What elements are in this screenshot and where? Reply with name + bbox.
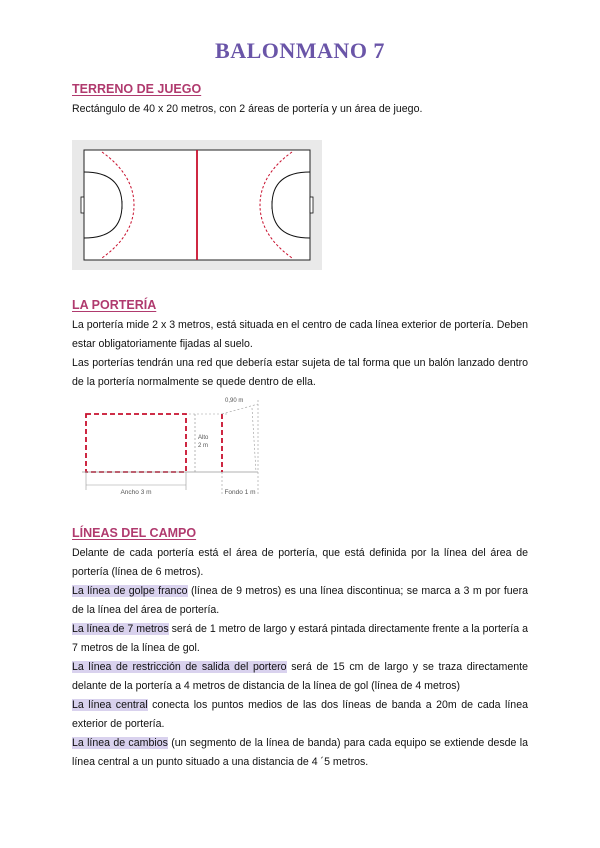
line-item-golpe-franco: La línea de golpe franco (línea de 9 metros) es una línea discontinua; se marca a 3 m por fuera de la línea del área de portería. xyxy=(72,585,528,616)
depth-top-label: 0,90 m xyxy=(225,398,244,404)
line-item-7-metros: La línea de 7 metros será de 1 metro de largo y estará pintada directamente frente a la portería a 7 metros de la línea de gol. xyxy=(72,623,528,654)
line-term: La línea de restricción de salida del portero xyxy=(72,661,287,673)
section-heading-porteria: LA PORTERÍA xyxy=(72,298,157,312)
goal-left xyxy=(81,197,84,213)
lineas-intro: Delante de cada portería está el área de portería, que está definida por la línea del área de portería (línea de 6 metros). xyxy=(72,547,528,578)
line-term: La línea de cambios xyxy=(72,737,168,749)
height-label-2: 2 m xyxy=(198,443,209,449)
line-term: La línea central xyxy=(72,699,148,711)
section-heading-terreno: TERRENO DE JUEGO xyxy=(72,82,202,96)
depth-label: Fondo 1 m xyxy=(224,489,256,496)
goal-diagram xyxy=(82,394,266,500)
width-label: Ancho 3 m xyxy=(120,489,152,496)
goal-right xyxy=(310,197,313,213)
section-heading-lineas: LÍNEAS DEL CAMPO xyxy=(72,526,197,540)
court-diagram xyxy=(72,140,322,270)
porteria-text-1: La portería mide 2 x 3 metros, está situada en el centro de cada línea exterior de portería. Deben estar obligatoriamente fijadas al suelo. xyxy=(72,319,528,350)
line-item-central: La línea central conecta los puntos medios de las dos líneas de banda a 20m de cada línea exterior de portería. xyxy=(72,699,528,730)
goal-front-frame xyxy=(86,414,186,472)
line-item-restriccion-portero: La línea de restricción de salida del portero será de 15 cm de largo y se traza directamente delante de la portería a 4 metros de distancia de la línea de gol (línea de 4 metros) xyxy=(72,661,528,692)
terreno-text: Rectángulo de 40 x 20 metros, con 2 áreas de portería y un área de juego. xyxy=(72,103,423,115)
line-term: La línea de 7 metros xyxy=(72,623,169,635)
line-term: La línea de golpe franco xyxy=(72,585,188,597)
height-label-1: Alto xyxy=(198,435,209,441)
page-title: BALONMANO 7 xyxy=(215,38,385,63)
porteria-text-2: Las porterías tendrán una red que debería estar sujeta de tal forma que un balón lanzado dentro de la portería normalmente se quede dentro de ella. xyxy=(72,357,528,388)
net-line xyxy=(252,408,256,472)
line-item-cambios: La línea de cambios (un segmento de la línea de banda) para cada equipo se extiende desde la línea central a un punto situado a una distancia de 4 ´5 metros. xyxy=(72,737,528,768)
